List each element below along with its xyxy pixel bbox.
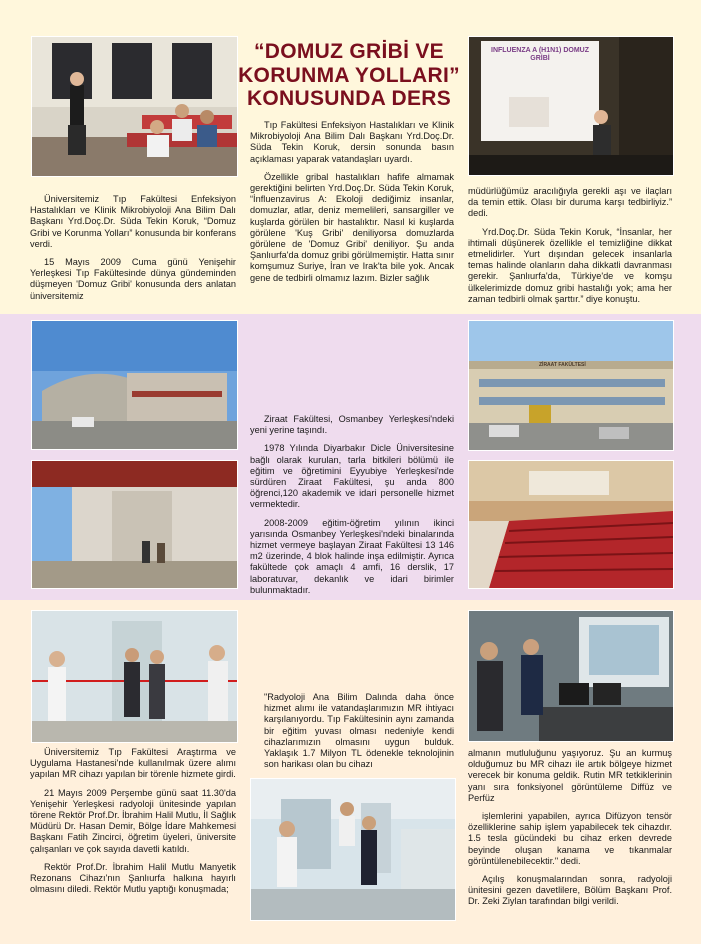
paragraph: almanın mutluluğunu yaşıyoruz. Şu an kurmuş olduğumuz bu MR cihazı ile artık bölgeye hizmet verecek bir konuma geldik. Rutin MR tetkiklerinin yanı sıra fonksiyonel görüntüleme Diffüz ve Perfüz	[468, 748, 672, 803]
paragraph: işlemlerini yapabilen, ayrıca Difüzyon tensör özelliklerine sahip işlem yapabilecek tek cihazdır. 1.5 tesla gücündeki bu cihaz erken devrede beyinde oluşan kanama ve tıkanmalar görüntülenebilecektir." dedi.	[468, 811, 672, 866]
mri-room-visitors-photo	[250, 778, 456, 921]
lecture-audience-photo	[31, 36, 238, 177]
faculty-building-photo-2	[468, 320, 674, 451]
lecturer-slide-photo	[468, 36, 674, 176]
article-left-column	[30, 747, 236, 895]
building-sign: ZİRAAT FAKÜLTESİ	[539, 362, 586, 368]
paragraph: Üniversitemiz Tıp Fakültesi Araştırma ve Uygulama Hastanesi'nde kullanılmak üzere alımı yapılan MR cihazı yapılan bir törenle hizmete girdi.	[30, 747, 236, 780]
article-left-column	[30, 194, 236, 302]
paragraph: Ziraat Fakültesi, Osmanbey Yerleşkesi'ndeki yeni yerine taşındı.	[250, 414, 454, 436]
article-title: “DOMUZ GRİBİ VE KORUNMA YOLLARI” KONUSUNDA DERS	[238, 40, 460, 111]
paragraph: "Radyoloji Ana Bilim Dalında daha önce hizmet alımı ile vatandaşlarımızın MR ihtiyacı karşılanıyordu. Tıp Fakültesinin aynı zamanda bir eğitim yuvası olması nedeniyle kendi cihazlarımızın olmasını uygun bulduk. Yaklaşık 1.7 Milyon TL ödenekle teknolojinin son harikası olan bu cihazı	[264, 692, 454, 770]
paragraph: Tıp Fakültesi Enfeksiyon Hastalıkları ve Klinik Mikrobiyoloji Ana Bilim Dalı Başkanı Yrd.Doç.Dr. Süda Tekin Koruk, dersin sonunda basın açıklaması yaparak vatandaşları uyardı.	[250, 120, 454, 164]
paragraph: Yrd.Doç.Dr. Süda Tekin Koruk, “İnsanlar, her ihtimali düşünerek özellikle el temizliğine dikkat etmelidirler. Yurt dışından gelecek insanlarla temas halinde olanların daha dikkatli davranması gerekir. Şanlıurfa'da, Türkiye'de ve komşu ülkelerimizde domuz gribi hastalığı yok; ama her zaman tedbirli olmak şarttır.” diye konuştu.	[468, 226, 672, 304]
article-agriculture-faculty	[0, 314, 701, 600]
paragraph: Özellikle gribal hastalıkları hafife almamak gerektiğini belirten Yrd.Doç.Dr. Süda Tekin Koruk, “İnfluenzavirus A: Ekoloji dediğimiz insanlar, domuzlar, atlar, deniz memelileri, sansargiller ve kuşlarda görülen bir hastalıktır. Nasıl ki kuşlarda görülene 'Kuş Gribi' deniliyorsa domuzlarda görülene de 'Domuz Gribi' deniliyor. Şu anda Şanlıurfa'da domuz gribi görülmemiştir. Hatta sınır komşumuz Suriye, İran ve Irak'ta bile yok. Ancak gene de tedbirli olmamız lazım. Bizler sağlık	[250, 171, 454, 283]
article-center-column	[250, 120, 454, 284]
faculty-courtyard-photo	[31, 460, 238, 589]
paragraph: Üniversitemiz Tıp Fakültesi Enfeksiyon Hastalıkları ve Klinik Mikrobiyoloji Ana Bilim Dalı Başkanı Yrd.Doç.Dr. Süda Tekin Koruk, “Domuz Gribi ve Korunma Yolları” konusunda bir konferans verdi.	[30, 194, 236, 249]
slide-title: INFLUENZA A (H1N1) DOMUZ GRİBİ	[491, 47, 589, 62]
article-center-column	[264, 692, 454, 770]
article-center-column	[250, 414, 454, 596]
ribbon-cutting-photo	[31, 610, 238, 743]
article-right-column	[468, 186, 672, 305]
article-swine-flu	[0, 0, 701, 314]
lecture-hall-photo	[468, 460, 674, 589]
paragraph: 1978 Yılında Diyarbakır Dicle Üniversitesine bağlı olarak kurulan, tarla bitkileri bölümü ile eğitim ve öğretimini Eyyubiye Yerleşkesi'nde sürdüren Ziraat Fakültesi, şu anda 800 öğrenci,120 akademik ve idari personelle hizmet vermektedir.	[250, 443, 454, 510]
paragraph: 15 Mayıs 2009 Cuma günü Yenişehir Yerleşkesi Tıp Fakültesinde dünya gündeminden düşmeyen 'Domuz Gribi' konusunda ders anlatan üniversitemiz	[30, 257, 236, 301]
paragraph: Açılış konuşmalarından sonra, radyoloji ünitesini gezen davetlilere, Bölüm Başkanı Prof. Dr. Zeki Ziylan tarafından bilgi verildi.	[468, 874, 672, 907]
faculty-building-photo-1	[31, 320, 238, 450]
paragraph: müdürlüğümüz aracılığıyla gerekli aşı ve ilaçları da temin ettik. Olası bir duruma karşı tedbirliyiz.” dedi.	[468, 186, 672, 219]
paragraph: 21 Mayıs 2009 Perşembe günü saat 11.30'da Yenişehir Yerleşkesi radyoloji ünitesinde yapılan törene Rektör Prof.Dr. İbrahim Halil Mutlu, İl Sağlık Müdürü Dr. Hasan Demir, Bölge İdare Mahkemesi Başkanı Fatih Zincirci, öğretim üyeleri, üniversite çalışanları ve çok sayıda davetli katıldı.	[30, 787, 236, 854]
paragraph: 2008-2009 eğitim-öğretim yılının ikinci yarısında Osmanbey Yerleşkesi'ndeki binalarında hizmet vermeye başlayan Ziraat Fakültesi 13 146 m2 üzerinde, 4 blok halinde inşa edilmiştir. Ayrıca fakültede çok amaçlı 4 amfi, 16 derslik, 17 laboratuvar, dekanlık ve idari birimler bulunmaktadır.	[250, 517, 454, 595]
mri-control-room-photo	[468, 610, 674, 742]
article-mri-device	[0, 600, 701, 944]
paragraph: Rektör Prof.Dr. İbrahim Halil Mutlu Manyetik Rezonans Cihazı'nın Şanlıurfa halkına hayırlı olmasını diledi. Rektör Mutlu yaptığı konuşmada;	[30, 861, 236, 895]
article-right-column	[468, 748, 672, 908]
